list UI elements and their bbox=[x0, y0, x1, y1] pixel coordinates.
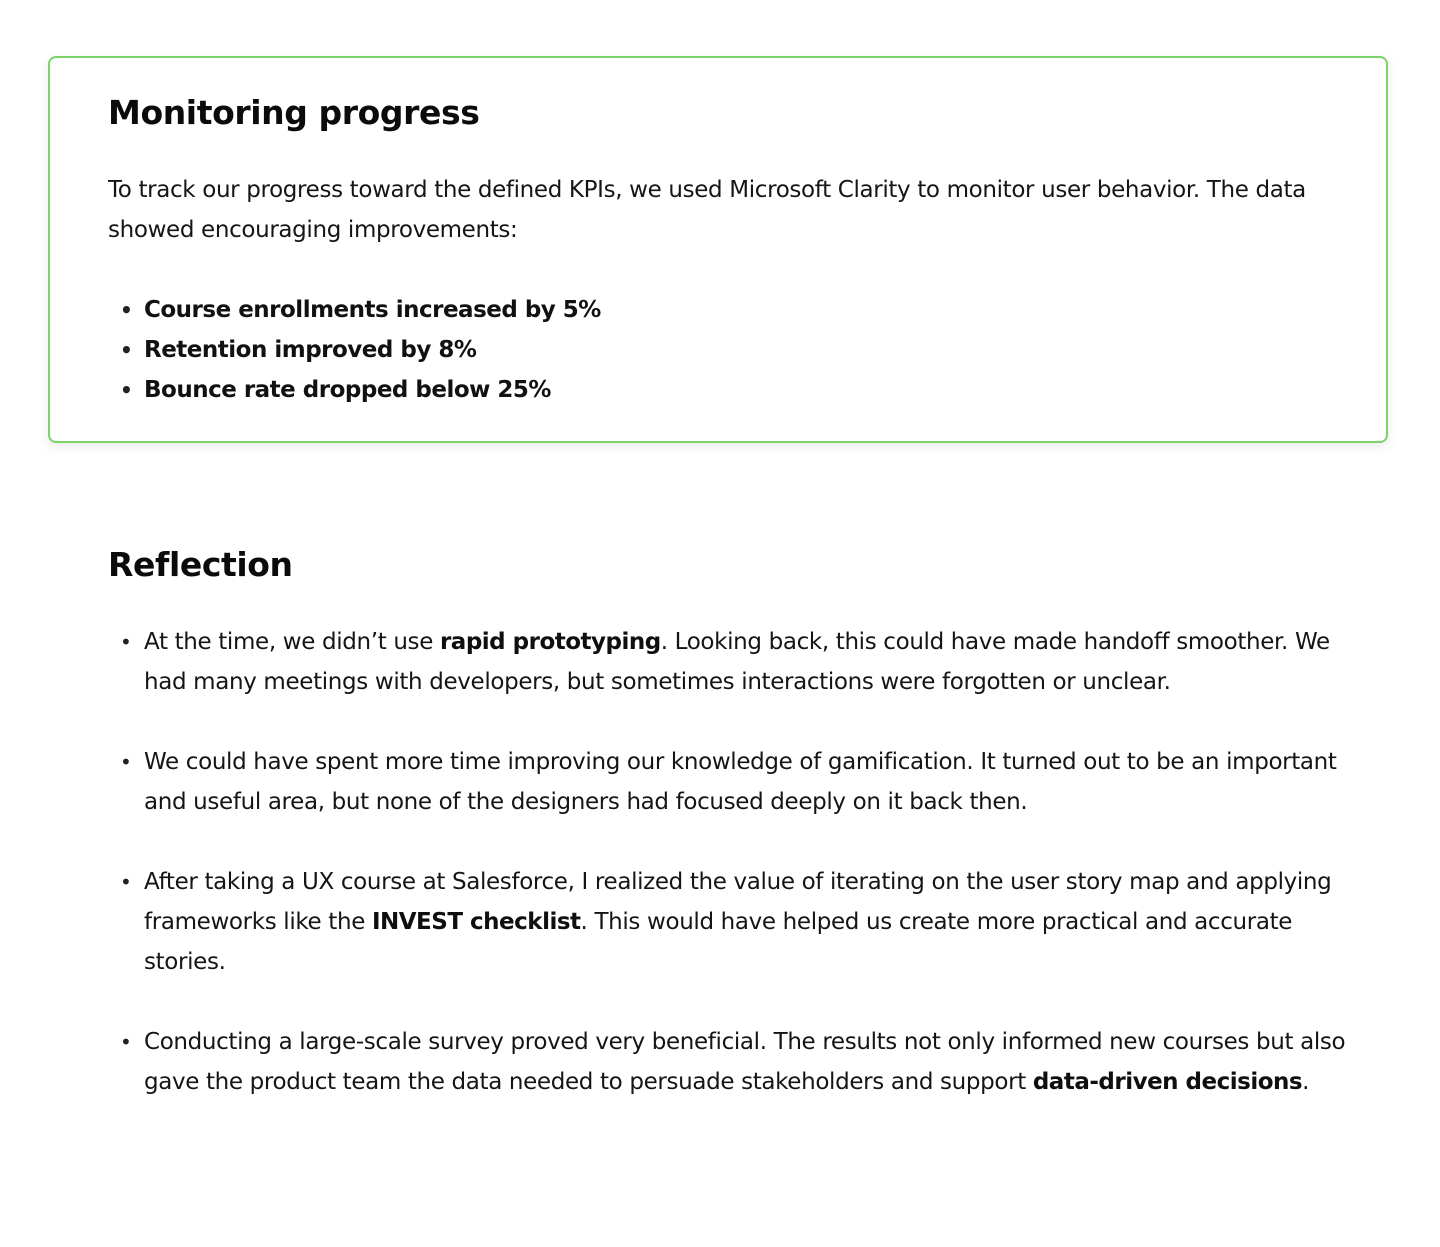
reflection-item-gamification bbox=[108, 742, 1358, 822]
monitoring-intro: To track our progress toward the defined KPIs, we used Microsoft Clarity to monitor user behavior. The data showed encouraging improvements: bbox=[108, 177, 1306, 243]
reflection-item-text: At the time, we didn’t use bbox=[144, 629, 440, 655]
emphasis-data-driven-decisions: data-driven decisions bbox=[1032, 1069, 1303, 1095]
kpi-item-retention: • Retention improved by 8% bbox=[108, 330, 1308, 370]
reflection-item-text: After taking a UX course at Salesforce, I realized the value of iterating on the user story map and applying frameworks like the bbox=[144, 869, 1332, 935]
reflection-item-invest bbox=[108, 862, 1358, 982]
monitoring-title: Monitoring progress bbox=[108, 93, 480, 132]
reflection-list bbox=[108, 622, 1358, 1102]
reflection-item-text: . bbox=[1302, 1069, 1310, 1095]
emphasis-rapid-prototyping: rapid prototyping bbox=[439, 629, 661, 655]
reflection-item-text: . This would have helped us create more practical and accurate stories. bbox=[144, 909, 1293, 975]
reflection-title: Reflection bbox=[108, 545, 293, 584]
kpi-list bbox=[108, 290, 1308, 410]
reflection-item-survey bbox=[108, 1022, 1358, 1102]
reflection-item-text: Conducting a large-scale survey proved very beneficial. The results not only informed new courses but also gave the product team the data needed to persuade stakeholders and support bbox=[144, 1029, 1346, 1095]
reflection-item-text: . Looking back, this could have made handoff smoother. We had many meetings with developers, but sometimes interactions were forgotten or unclear. bbox=[144, 629, 1330, 695]
emphasis-invest-checklist: INVEST checklist bbox=[371, 909, 581, 935]
kpi-item-bounce-rate: • Bounce rate dropped below 25% bbox=[108, 370, 1308, 410]
reflection-item-text: We could have spent more time improving our knowledge of gamification. It turned out to be an important and useful area, but none of the designers had focused deeply on it back then. bbox=[144, 749, 1337, 815]
kpi-item-enrollments: • Course enrollments increased by 5% bbox=[108, 290, 1308, 330]
reflection-item-prototyping bbox=[108, 622, 1358, 702]
